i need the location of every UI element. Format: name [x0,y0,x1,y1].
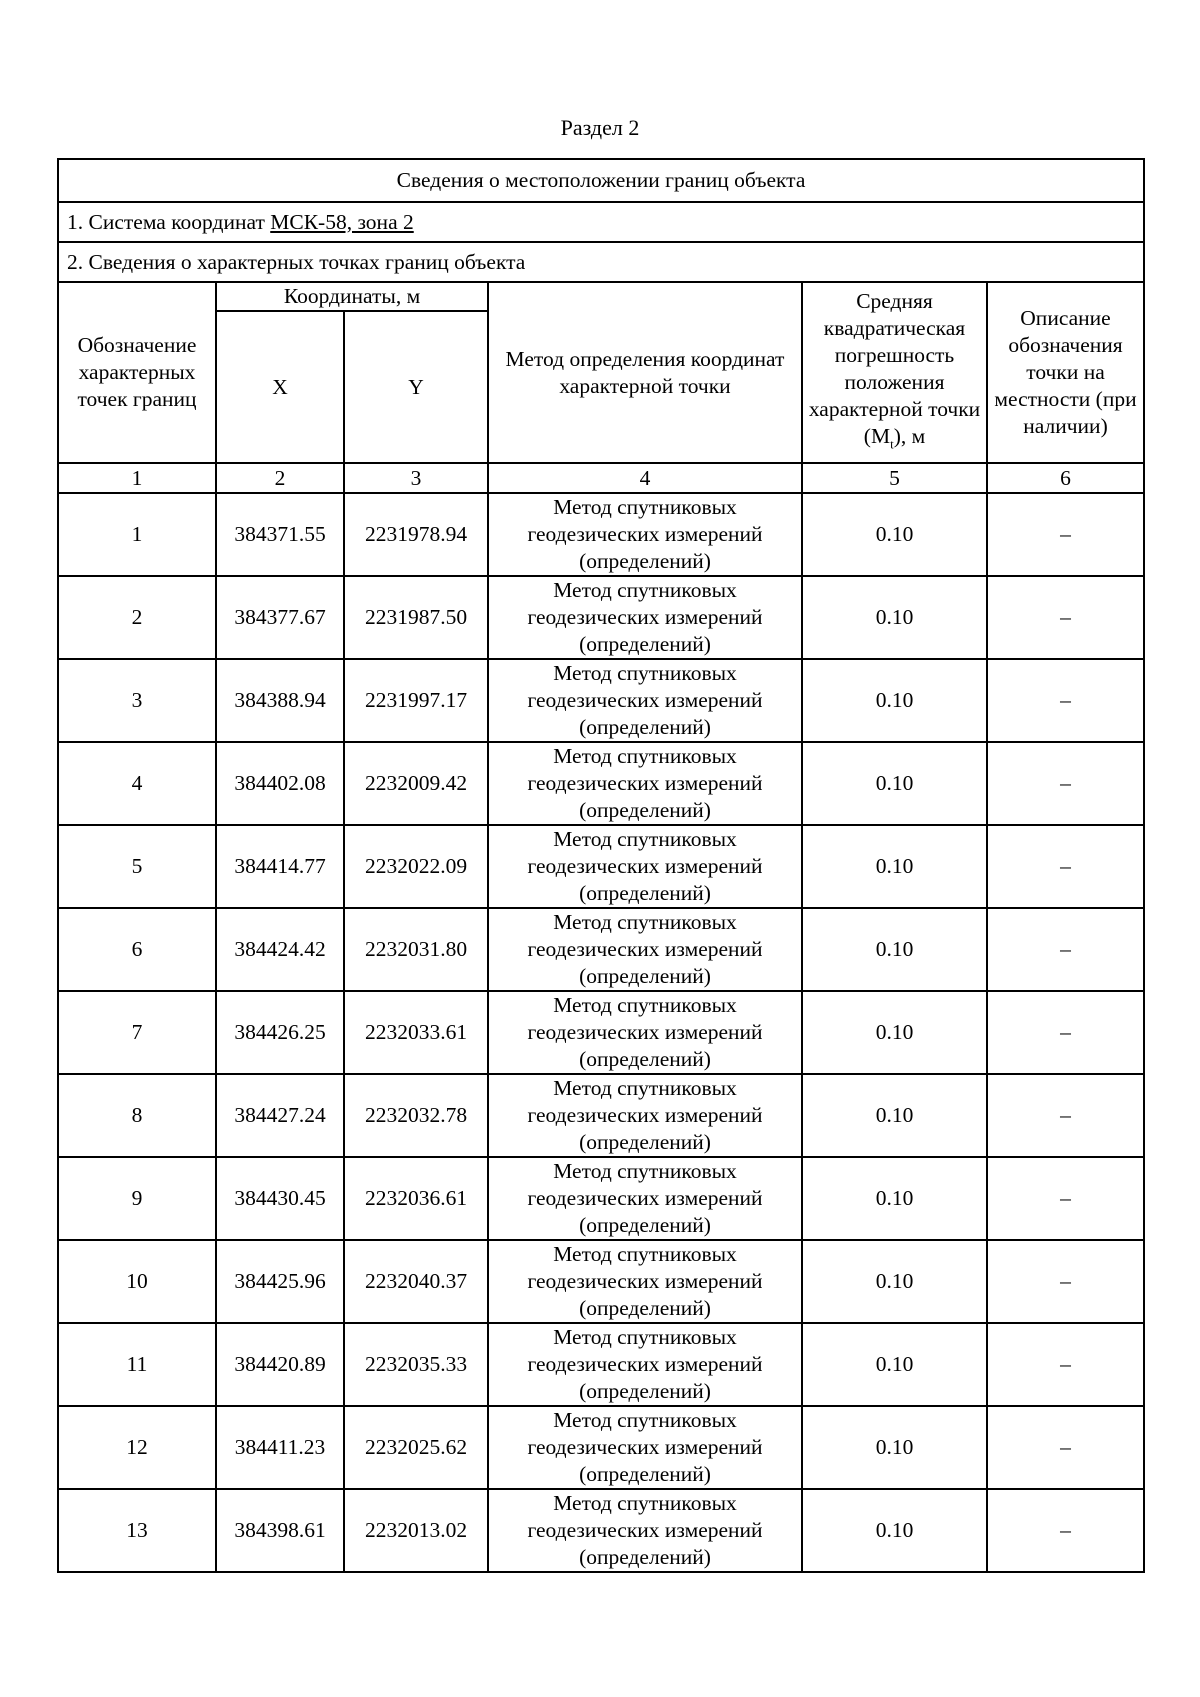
cell-y: 2231978.94 [344,493,488,576]
table-row [58,1157,1144,1240]
header-y: Y [344,311,488,463]
cell-error: 0.10 [802,659,987,742]
column-number: 1 [58,463,216,493]
cell-method: Метод спутниковых геодезических измерений (определений) [488,908,802,991]
cell-x: 384388.94 [216,659,344,742]
cell-method: Метод спутниковых геодезических измерений (определений) [488,659,802,742]
cell-method: Метод спутниковых геодезических измерений (определений) [488,1323,802,1406]
table-row [58,1074,1144,1157]
cell-x: 384402.08 [216,742,344,825]
cell-point: 3 [58,659,216,742]
cell-y: 2232022.09 [344,825,488,908]
header-coords: Координаты, м [216,282,488,311]
column-number: 5 [802,463,987,493]
cell-y: 2232025.62 [344,1406,488,1489]
cell-description: – [987,1157,1144,1240]
cell-error: 0.10 [802,1323,987,1406]
cell-y: 2232033.61 [344,991,488,1074]
header-description: Описание обозначения точки на местности (при наличии) [987,282,1144,463]
cell-description: – [987,1406,1144,1489]
cell-description: – [987,991,1144,1074]
header-point-label: Обозначение характерных точек границ [58,282,216,463]
cell-method: Метод спутниковых геодезических измерений (определений) [488,1074,802,1157]
header-x: X [216,311,344,463]
cell-method: Метод спутниковых геодезических измерений (определений) [488,1489,802,1572]
cell-point: 4 [58,742,216,825]
cell-point: 7 [58,991,216,1074]
cell-error: 0.10 [802,493,987,576]
cell-y: 2231997.17 [344,659,488,742]
cell-point: 8 [58,1074,216,1157]
table-row [58,1240,1144,1323]
cell-y: 2231987.50 [344,576,488,659]
cell-point: 10 [58,1240,216,1323]
cell-description: – [987,659,1144,742]
cell-method: Метод спутниковых геодезических измерений (определений) [488,493,802,576]
cell-point: 12 [58,1406,216,1489]
cell-x: 384426.25 [216,991,344,1074]
coord-system-line [58,202,1144,242]
table-row [58,493,1144,576]
cell-description: – [987,1489,1144,1572]
cell-method: Метод спутниковых геодезических измерений (определений) [488,1406,802,1489]
cell-point: 2 [58,576,216,659]
cell-point: 6 [58,908,216,991]
cell-point: 5 [58,825,216,908]
table-row [58,659,1144,742]
table-body [58,493,1144,1572]
cell-x: 384371.55 [216,493,344,576]
table-title: Сведения о местоположении границ объекта [58,159,1144,202]
cell-point: 13 [58,1489,216,1572]
coord-system-value: МСК-58, зона 2 [270,209,414,234]
cell-error: 0.10 [802,991,987,1074]
table-row [58,991,1144,1074]
cell-method: Метод спутниковых геодезических измерений (определений) [488,1240,802,1323]
cell-x: 384377.67 [216,576,344,659]
cell-method: Метод спутниковых геодезических измерений (определений) [488,576,802,659]
cell-x: 384420.89 [216,1323,344,1406]
cell-description: – [987,908,1144,991]
table-row [58,1406,1144,1489]
points-heading: 2. Сведения о характерных точках границ объекта [58,242,1144,282]
column-number: 2 [216,463,344,493]
cell-error: 0.10 [802,1157,987,1240]
table-row [58,1323,1144,1406]
column-number: 6 [987,463,1144,493]
column-number: 3 [344,463,488,493]
cell-error: 0.10 [802,1406,987,1489]
table-row [58,1489,1144,1572]
cell-x: 384425.96 [216,1240,344,1323]
cell-x: 384430.45 [216,1157,344,1240]
cell-y: 2232009.42 [344,742,488,825]
cell-point: 1 [58,493,216,576]
table-row [58,742,1144,825]
cell-y: 2232031.80 [344,908,488,991]
cell-error: 0.10 [802,742,987,825]
table-row [58,825,1144,908]
cell-description: – [987,1240,1144,1323]
cell-x: 384411.23 [216,1406,344,1489]
section-title: Раздел 2 [560,115,640,140]
cell-method: Метод спутниковых геодезических измерений (определений) [488,991,802,1074]
cell-description: – [987,576,1144,659]
cell-error: 0.10 [802,1240,987,1323]
boundary-points-table [57,158,1145,1573]
cell-point: 9 [58,1157,216,1240]
cell-error: 0.10 [802,825,987,908]
cell-x: 384414.77 [216,825,344,908]
cell-error: 0.10 [802,908,987,991]
cell-method: Метод спутниковых геодезических измерений (определений) [488,825,802,908]
table-row [58,908,1144,991]
cell-x: 384424.42 [216,908,344,991]
cell-point: 11 [58,1323,216,1406]
cell-y: 2232035.33 [344,1323,488,1406]
cell-description: – [987,825,1144,908]
cell-x: 384398.61 [216,1489,344,1572]
cell-y: 2232040.37 [344,1240,488,1323]
header-method: Метод определения координат характерной точки [488,282,802,463]
cell-description: – [987,742,1144,825]
cell-error: 0.10 [802,1074,987,1157]
cell-x: 384427.24 [216,1074,344,1157]
cell-y: 2232036.61 [344,1157,488,1240]
cell-error: 0.10 [802,1489,987,1572]
table-row [58,576,1144,659]
cell-description: – [987,493,1144,576]
cell-description: – [987,1323,1144,1406]
cell-method: Метод спутниковых геодезических измерений (определений) [488,1157,802,1240]
cell-method: Метод спутниковых геодезических измерений (определений) [488,742,802,825]
cell-y: 2232013.02 [344,1489,488,1572]
coord-system-prefix: 1. Система координат [67,209,271,234]
cell-error: 0.10 [802,576,987,659]
header-error: Средняя квадратическая погрешность положения характерной точки $(M_t)$, м [802,282,987,463]
column-number: 4 [488,463,802,493]
cell-description: – [987,1074,1144,1157]
cell-y: 2232032.78 [344,1074,488,1157]
